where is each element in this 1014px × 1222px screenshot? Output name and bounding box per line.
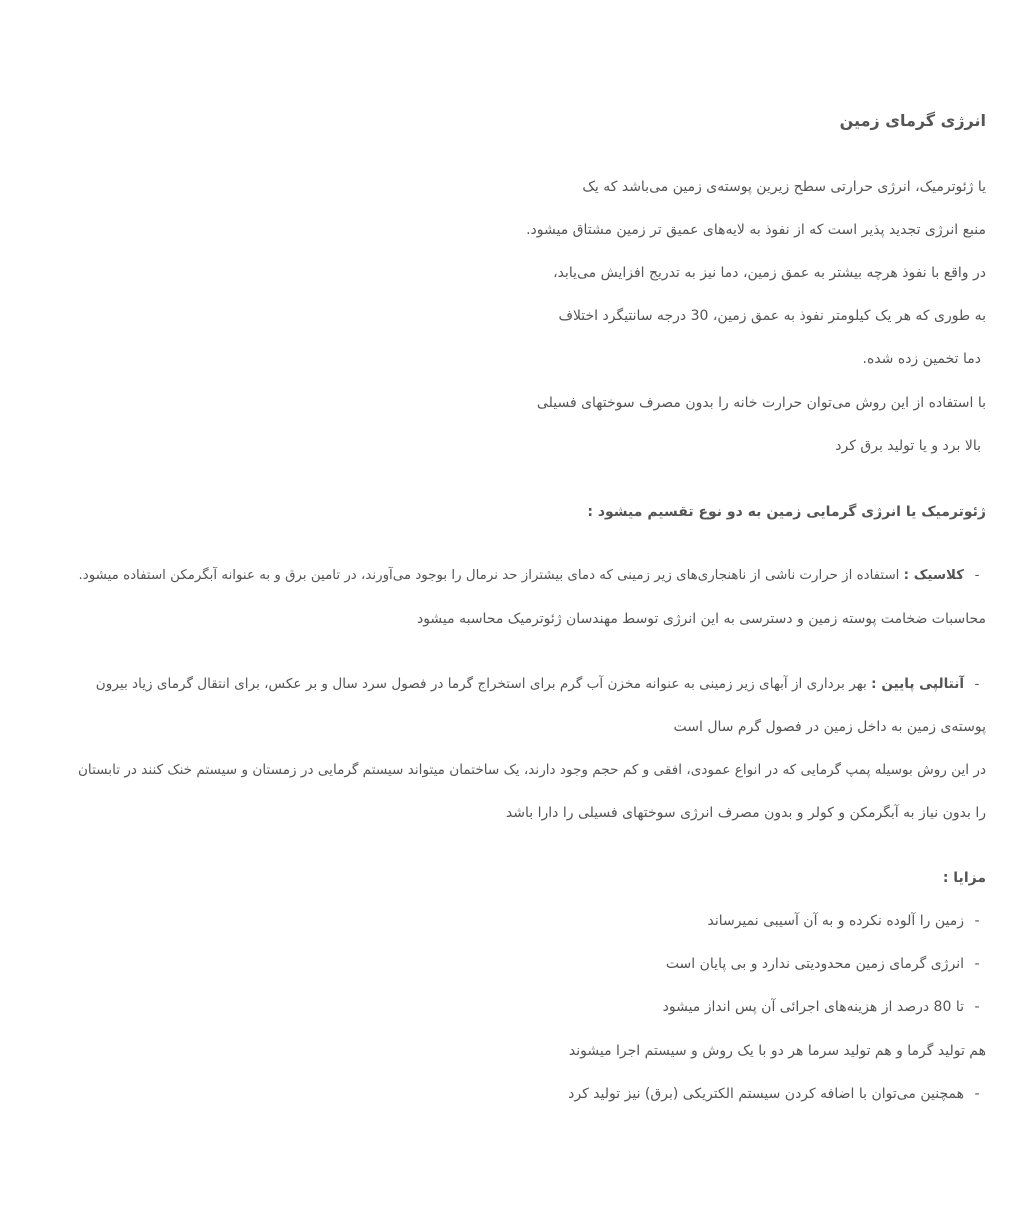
advantage-item-3 [14,997,990,1017]
classic-term: کلاسیک : [903,568,964,583]
advantage-item-1 [14,911,990,931]
intro-line-2: منبع انرژی تجدید پذیر است که از نفوذ به لایه‌های عمیق تر زمین مشتاق میشود. [526,222,986,238]
enthalpy-text-1: بهر برداری از آبهای زیر زمینی به عنوانه مخزن آب گرم برای استخراج گرما در فصول سرد سال و بر عکس، برای انتقال گرمای زیاد بیرون [95,676,867,692]
bullet-marker: - [974,999,980,1015]
classic-text-1: استفاده از حرارت ناشی از ناهنجاری‌های زیر زمینی که دمای بیشتراز حد نرمال را بوجود می‌آورند، در تامین برق و به عنوانه آبگرمکن استفاده میشود. [78,568,900,583]
intro-line-4: به طوری که هر یک کیلومتر نفوذ به عمق زمین، 30 درجه سانتیگرد اختلاف [558,308,986,324]
bullet-marker: - [974,913,980,929]
classic-item [12,566,990,586]
final-text: همچنین می‌توان با اضافه کردن سیستم الکتریکی (برق) نیز تولید کرد [568,1086,964,1102]
final-item [14,1084,990,1104]
advantage-item-2 [14,954,990,974]
enthalpy-text-2: پوسته‌ی زمین به داخل زمین در فصول گرم سال است [673,719,986,735]
bullet-marker: - [974,676,980,692]
classic-text-2: محاسبات ضخامت پوسته زمین و دسترسی به این انرژی توسط مهندسان ژئوترمیک محاسبه میشود [416,611,986,627]
intro-line-1: یا ژئوترمیک، انرژی حرارتی سطح زیرین پوسته‌ی زمین می‌باشد که یک [582,179,986,195]
page-title: انرژی گرمای زمین [839,111,986,130]
advantages-note: هم تولید گرما و هم تولید سرما هر دو با یک روش و سیستم اجرا میشوند [568,1043,986,1059]
advantage-text-2: انرژی گرمای زمین محدودیتی ندارد و بی پایان است [665,956,964,972]
types-heading: ژئوترمیک یا انرژی گرمایی زمین به دو نوع تقسیم میشود : [587,504,986,520]
intro-line-5: دما تخمین زده شده. [862,351,981,367]
intro-line-3: در واقع با نفوذ هرچه بیشتر به عمق زمین، دما نیز به تدریج افزایش می‌یابد، [553,265,986,281]
enthalpy-text-4: را بدون نیاز به آبگرمکن و کولر و بدون مصرف انرژی سوختهای فسیلی را دارا باشد [505,805,986,821]
enthalpy-text-3: در این روش بوسیله پمپ گرمایی که در انواع عمودی، افقی و کم حجم وجود دارند، یک ساختمان میتواند سیستم گرمایی در زمستان و سیستم خنک کنند در تابستان [77,762,986,778]
bullet-marker: - [974,1086,980,1102]
enthalpy-item [14,674,990,694]
advantage-text-3: تا 80 درصد از هزینه‌های اجرائی آن پس انداز میشود [662,999,964,1015]
enthalpy-term: آنتالپی پایین : [871,676,964,692]
bullet-marker: - [974,568,980,583]
advantage-text-1: زمین را آلوده نکرده و به آن آسیبی نمیرساند [707,913,964,929]
bullet-marker: - [974,956,980,972]
advantages-heading: مزایا : [942,870,986,886]
intro-line-6: با استفاده از این روش می‌توان حرارت خانه را بدون مصرف سوختهای فسیلی [536,395,986,411]
intro-line-7: بالا برد و یا تولید برق کرد [835,438,981,454]
